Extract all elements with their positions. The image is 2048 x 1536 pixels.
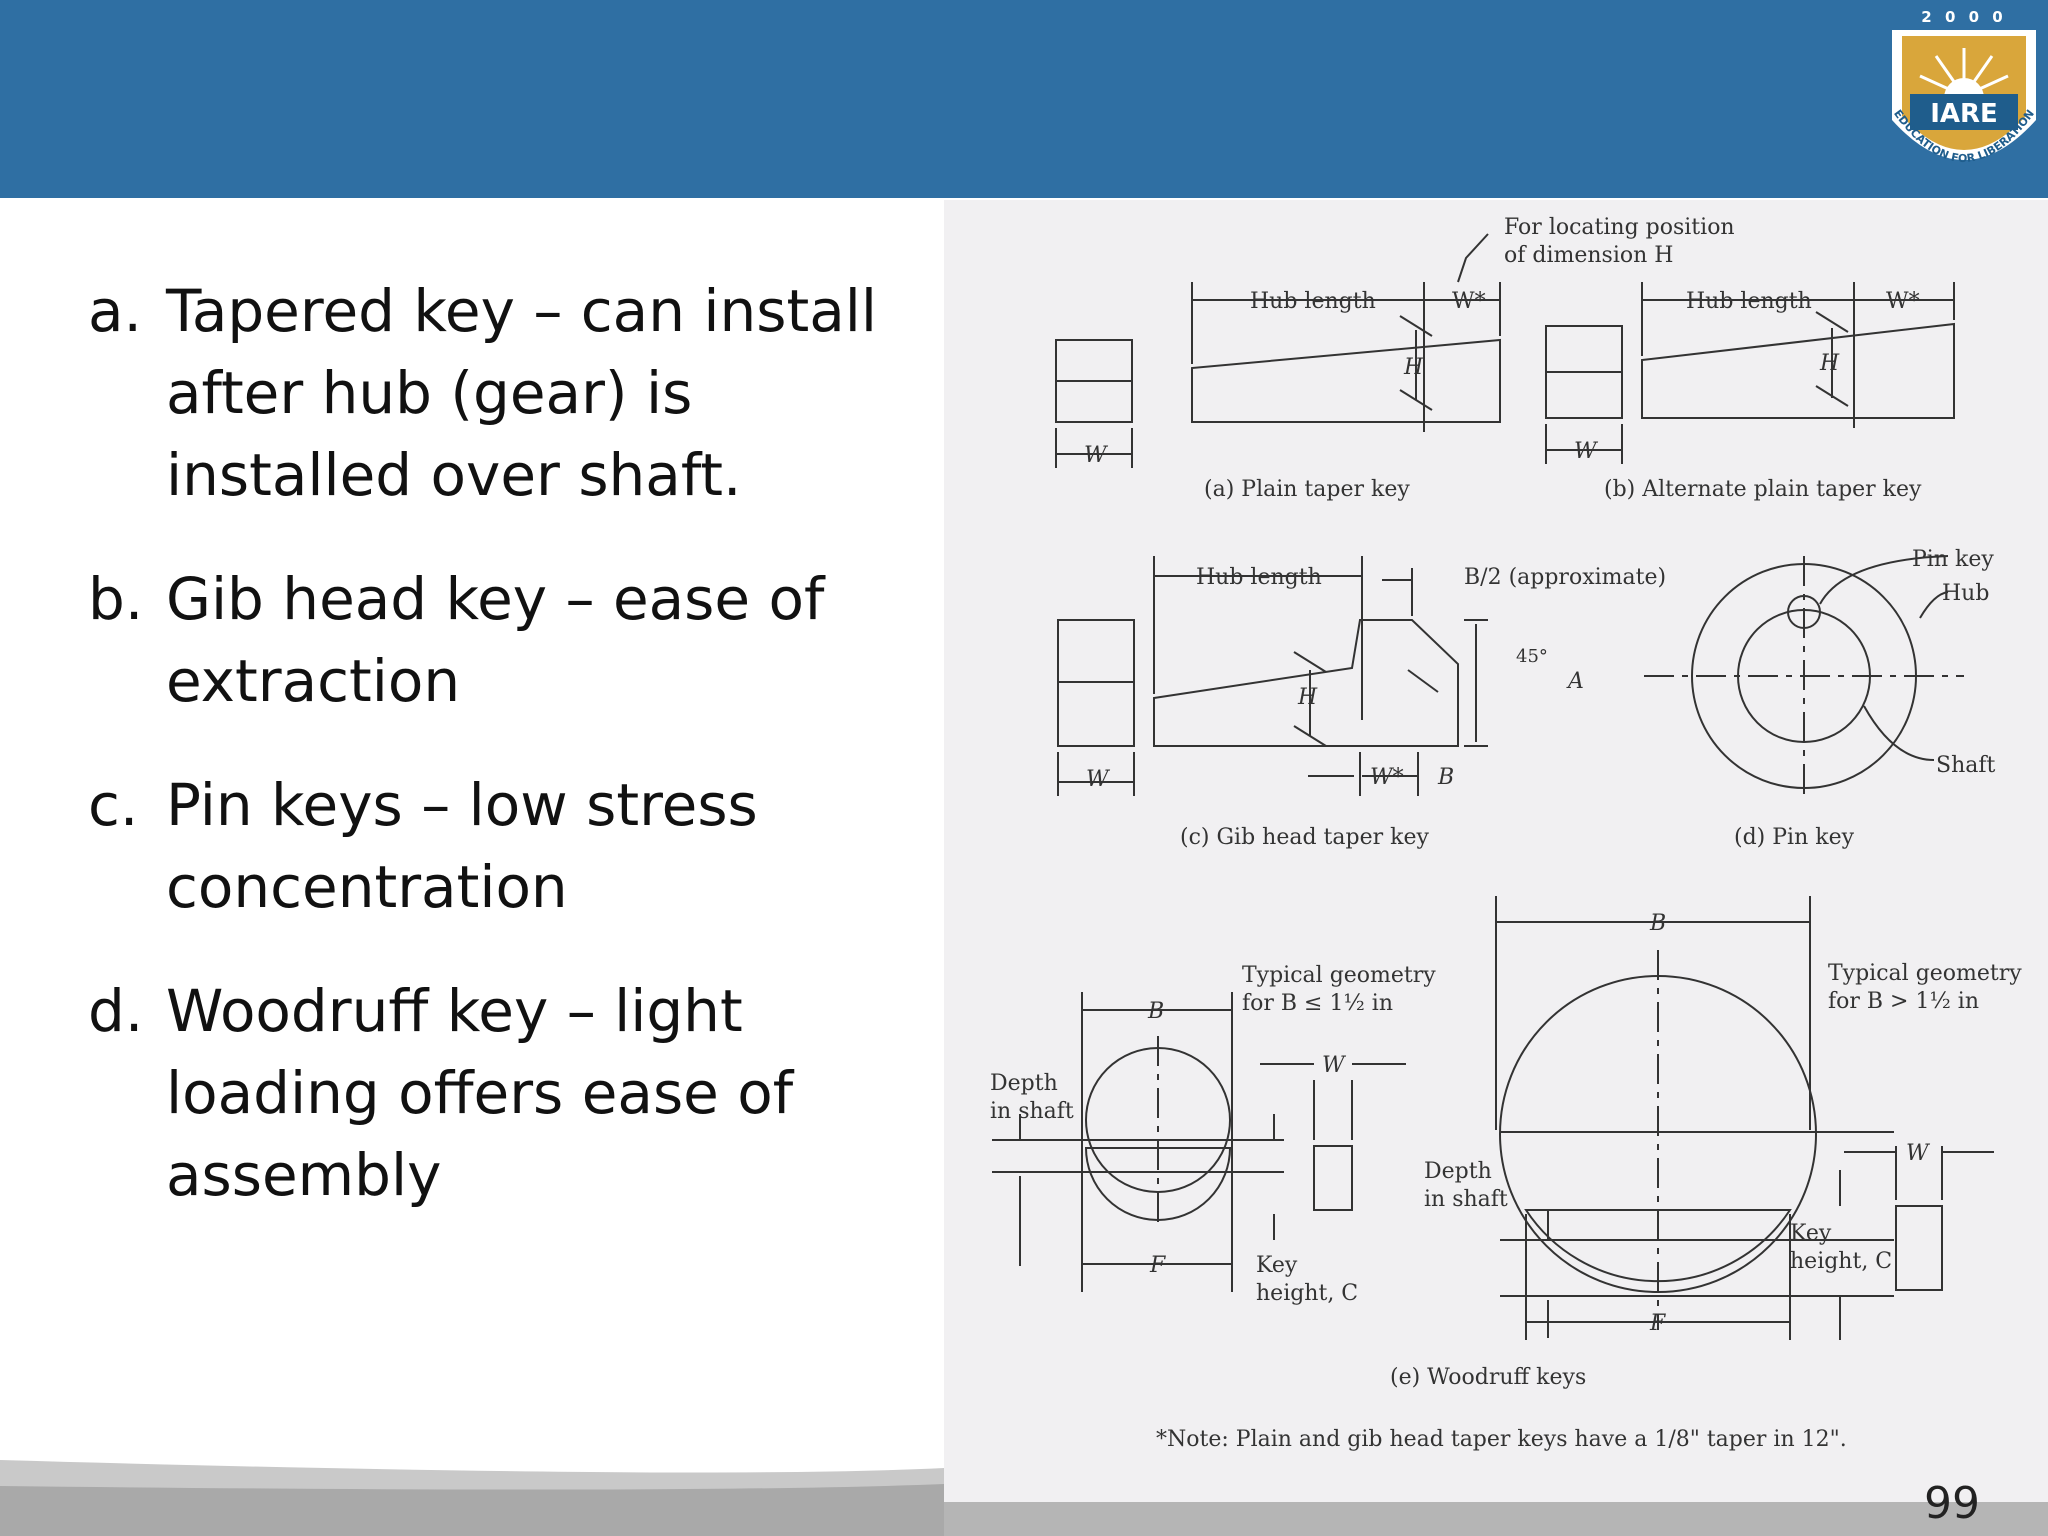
bullet-marker: c. <box>88 771 139 839</box>
page-number: 99 <box>1924 1478 1980 1529</box>
a-dimension-label: A <box>1568 669 1584 694</box>
logo-year: 2 0 0 0 <box>1921 8 2007 26</box>
iare-logo <box>1880 0 2048 198</box>
w-label-a: W <box>1084 443 1107 468</box>
bullet-item <box>88 558 918 722</box>
w-label-c: W <box>1086 767 1109 792</box>
h-label-c: H <box>1298 685 1318 710</box>
hub-length-label-c: Hub length <box>1196 565 1322 590</box>
hub-length-label-b: Hub length <box>1686 289 1812 314</box>
bullet-text: Tapered key – can install after hub (gear) is installed over shaft. <box>166 277 878 509</box>
key-height-label-large-line2: height, C <box>1790 1249 1893 1274</box>
f-label-small: F <box>1150 1253 1166 1278</box>
depth-label-large-line2: in shaft <box>1424 1187 1508 1212</box>
caption-woodruff-keys: (e) Woodruff keys <box>1390 1365 1587 1390</box>
w-label-large: W <box>1906 1141 1929 1166</box>
w-star-label-c: W* <box>1370 765 1404 790</box>
depth-label-large-line1: Depth <box>1424 1159 1492 1184</box>
logo-name: IARE <box>1930 99 1998 129</box>
logo-motto: EDUCATION FOR LIBERATION <box>1891 107 2037 166</box>
caption-pin-key: (d) Pin key <box>1734 825 1855 850</box>
header-bar <box>0 0 2048 198</box>
hub-label: Hub <box>1942 581 1990 606</box>
w-star-label-a: W* <box>1452 289 1486 314</box>
depth-label-small-line2: in shaft <box>990 1099 1074 1124</box>
f-label-large: F <box>1650 1311 1666 1336</box>
h-label-a: H <box>1404 355 1424 380</box>
bullet-item <box>88 270 918 516</box>
key-height-label-small-line1: Key <box>1256 1253 1298 1278</box>
depth-label-small-line1: Depth <box>990 1071 1058 1096</box>
taper-note: *Note: Plain and gib head taper keys have a 1/8" taper in 12". <box>1156 1427 1847 1452</box>
typical-geometry-large-line1: Typical geometry <box>1828 961 2022 986</box>
bullet-text: Gib head key – ease of extraction <box>166 565 825 715</box>
typical-geometry-large-line2: for B > 1½ in <box>1828 989 1980 1014</box>
locating-note-line2: of dimension H <box>1504 243 1674 268</box>
w-label-small: W <box>1322 1053 1345 1078</box>
woodruff-large-end-view <box>1896 1206 1942 1290</box>
caption-plain-taper-key: (a) Plain taper key <box>1204 477 1410 502</box>
angle-label: 45° <box>1516 646 1548 667</box>
w-star-label-b: W* <box>1886 289 1920 314</box>
locating-note-line1: For locating position <box>1504 215 1735 240</box>
hub-length-label-a: Hub length <box>1250 289 1376 314</box>
plain-taper-key <box>1192 340 1500 422</box>
b-label-small: B <box>1148 999 1165 1024</box>
key-height-label-small-line2: height, C <box>1256 1281 1359 1306</box>
gib-head-key <box>1154 620 1458 746</box>
bullet-marker: a. <box>88 277 142 345</box>
bullet-marker: b. <box>88 565 144 633</box>
woodruff-small-circle <box>1086 1048 1230 1192</box>
alternate-taper-key <box>1642 324 1954 418</box>
keys-diagram <box>944 200 2048 1502</box>
caption-gib-head-key: (c) Gib head taper key <box>1180 825 1429 850</box>
bullet-text: Pin keys – low stress concentration <box>166 771 758 921</box>
woodruff-small-end-view <box>1314 1146 1352 1210</box>
bullet-list <box>88 270 918 1258</box>
b-label-c: B <box>1438 765 1455 790</box>
caption-alternate-taper-key: (b) Alternate plain taper key <box>1604 477 1922 502</box>
footer-swoosh <box>0 1440 2048 1536</box>
shaft-label: Shaft <box>1936 753 1996 778</box>
bullet-item <box>88 764 918 928</box>
typical-geometry-small-line2: for B ≤ 1½ in <box>1242 991 1394 1016</box>
key-height-label-large-line1: Key <box>1790 1221 1832 1246</box>
b-half-label: B/2 (approximate) <box>1464 565 1667 590</box>
bullet-item <box>88 970 918 1216</box>
keys-figure <box>944 200 2048 1502</box>
w-label-b: W <box>1574 439 1597 464</box>
bullet-text: Woodruff key – light loading offers ease of assembly <box>166 977 794 1209</box>
bullet-marker: d. <box>88 977 144 1045</box>
typical-geometry-small-line1: Typical geometry <box>1242 963 1436 988</box>
b-label-large: B <box>1650 911 1667 936</box>
pin-key-label: Pin key <box>1912 547 1994 572</box>
h-label-b: H <box>1820 351 1840 376</box>
